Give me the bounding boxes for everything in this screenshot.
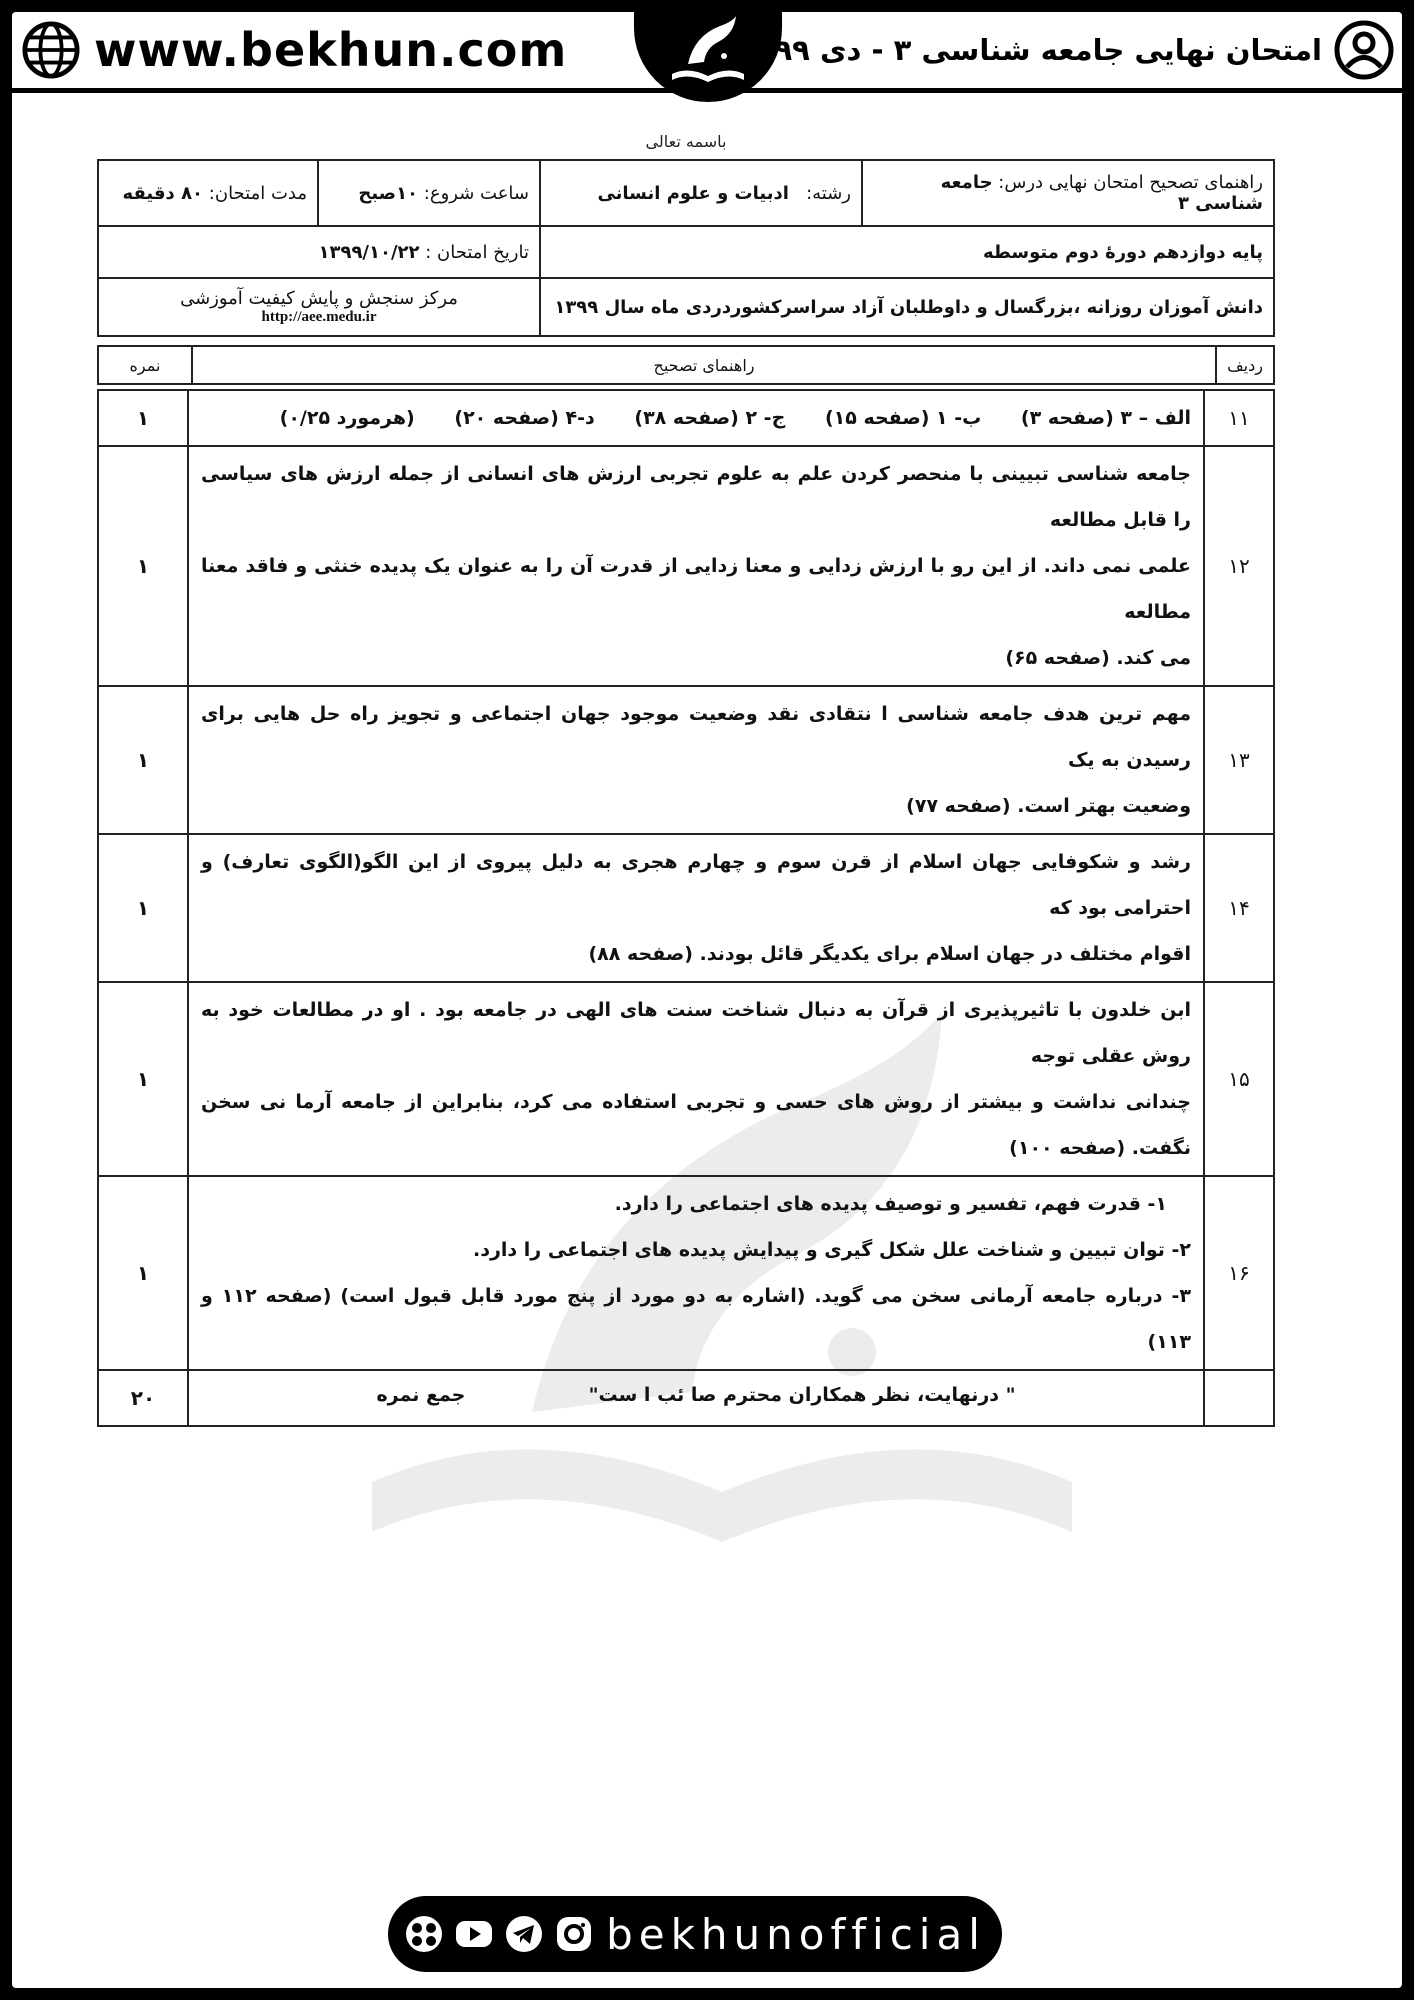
- students-cell: دانش آموزان روزانه ،بزرگسال و داوطلبان آزاد سراسرکشوردردی ماه سال ۱۳۹۹: [540, 278, 1274, 336]
- col-row: ردیف: [1216, 346, 1274, 384]
- center-cell: [98, 278, 540, 336]
- page-frame: [12, 12, 1402, 1988]
- field-cell: رشته: ادبیات و علوم انسانی: [540, 160, 862, 226]
- total-label: جمع نمره: [376, 1384, 466, 1406]
- total-text: [188, 1370, 1204, 1426]
- table-row: [98, 686, 1274, 834]
- row-score: ۱: [98, 446, 188, 686]
- row-number: ۱۱: [1204, 390, 1274, 446]
- answer-text: مهم ترین هدف جامعه شناسی ا نتقادی نقد وضعیت موجود جهان اجتماعی و تجویز راه حل هایی برای رسیدن به یک وضعیت بهتر است. (صفحه ۷۷): [188, 686, 1204, 834]
- answer-text: جامعه شناسی تبیینی با منحصر کردن علم به علوم تجربی ارزش های انسانی از جمله ارزش های سیاسی را قابل مطالعه علمی نمی داند. از این رو با ارزش زدایی و معنا زدایی از قدرت آن را به عنوان یک پدیده خنثی و فاقد معنا مطالعه می کند. (صفحه ۶۵): [188, 446, 1204, 686]
- exam-header-table: [97, 159, 1275, 337]
- row-score: ۱: [98, 686, 188, 834]
- total-row: [98, 1370, 1274, 1426]
- bismillah: باسمه تعالی: [645, 132, 727, 151]
- answer-text: ابن خلدون با تاثیرپذیری از قرآن به دنبال شناخت سنت های الهی در جامعه بود . او در مطالعات خود به روش عقلی توجه چندانی نداشت و بیشتر از روش های حسی و تجربی استفاده می کرد، بنابراین از جامعه آرما نی سخن نگفت. (صفحه ۱۰۰): [188, 982, 1204, 1176]
- globe-icon: [22, 21, 80, 79]
- course-cell: راهنمای تصحیح امتحان نهایی درس: جامعه شناسی ۳: [862, 160, 1274, 226]
- answer-key: [97, 132, 1275, 1427]
- brand-logo-icon: [658, 12, 758, 94]
- user-icon: [1334, 20, 1394, 80]
- footer-social-bar[interactable]: [388, 1896, 1002, 1972]
- row-number: ۱۲: [1204, 446, 1274, 686]
- row-number: ۱۳: [1204, 686, 1274, 834]
- answer-text: الف – ۳ (صفحه ۳) ب- ۱ (صفحه ۱۵) ج- ۲ (صفحه ۳۸) د-۴ (صفحه ۲۰) (هرمورد ۰/۲۵): [188, 390, 1204, 446]
- page-title-wrap: [774, 20, 1394, 80]
- grade-cell: پایه دوازدهم دورهٔ دوم متوسطه: [540, 226, 1274, 278]
- answer-text: رشد و شکوفایی جهان اسلام از قرن سوم و چهارم هجری به دلیل پیروی از این الگو(الگوی تعارف) و احترامی بود که اقوام مختلف در جهان اسلام برای یکدیگر قائل بودند. (صفحه ۸۸): [188, 834, 1204, 982]
- social-icons: [404, 1914, 594, 1954]
- row-number: ۱۶: [1204, 1176, 1274, 1370]
- row-number: ۱۵: [1204, 982, 1274, 1176]
- row-score: ۱: [98, 834, 188, 982]
- top-bar: [12, 12, 1402, 93]
- row-score: ۱: [98, 1176, 188, 1370]
- footer-handle: bekhunofficial: [606, 1909, 986, 1959]
- brand-logo: [634, 12, 782, 102]
- podcast-icon[interactable]: [404, 1914, 444, 1954]
- center-name: مرکز سنجش و پایش کیفیت آموزشی: [180, 288, 458, 309]
- answer-text: ۱- قدرت فهم، تفسیر و توصیف پدیده های اجتماعی را دارد. ۲- توان تبیین و شناخت علل شکل گیری و پیدایش پدیده های اجتماعی را دارد. ۳- درباره جامعه آرمانی سخن می گوید. (اشاره به دو مورد از پنج مورد قابل قبول است) (صفحه ۱۱۲ و ۱۱۳): [188, 1176, 1204, 1370]
- table-row: [98, 390, 1274, 446]
- duration-cell: مدت امتحان: ۸۰ دقیقه: [98, 160, 318, 226]
- col-score: نمره: [98, 346, 192, 384]
- answers-table: [97, 389, 1275, 1427]
- table-row: [98, 1176, 1274, 1370]
- column-header-table: [97, 345, 1275, 385]
- site-url: www.bekhun.com: [94, 23, 568, 77]
- total-score: ۲۰: [98, 1370, 188, 1426]
- telegram-icon[interactable]: [504, 1914, 544, 1954]
- instagram-icon[interactable]: [554, 1914, 594, 1954]
- center-url[interactable]: http://aee.medu.ir: [261, 309, 377, 325]
- start-cell: ساعت شروع: ۱۰صبح: [318, 160, 540, 226]
- closing-note: " درنهایت، نظر همکاران محترم صا ئب ا ست": [588, 1384, 1016, 1406]
- page-title: امتحان نهایی جامعه شناسی ۳ - دی ۹۹: [774, 33, 1322, 67]
- table-row: [98, 834, 1274, 982]
- date-cell: تاریخ امتحان : ۱۳۹۹/۱۰/۲۲: [98, 226, 540, 278]
- row-score: ۱: [98, 982, 188, 1176]
- youtube-icon[interactable]: [454, 1914, 494, 1954]
- site-link[interactable]: [22, 20, 567, 80]
- table-row: [98, 982, 1274, 1176]
- table-row: [98, 446, 1274, 686]
- col-guide: راهنمای تصحیح: [192, 346, 1216, 384]
- row-number: ۱۴: [1204, 834, 1274, 982]
- row-score: ۱: [98, 390, 188, 446]
- total-row-number: [1204, 1370, 1274, 1426]
